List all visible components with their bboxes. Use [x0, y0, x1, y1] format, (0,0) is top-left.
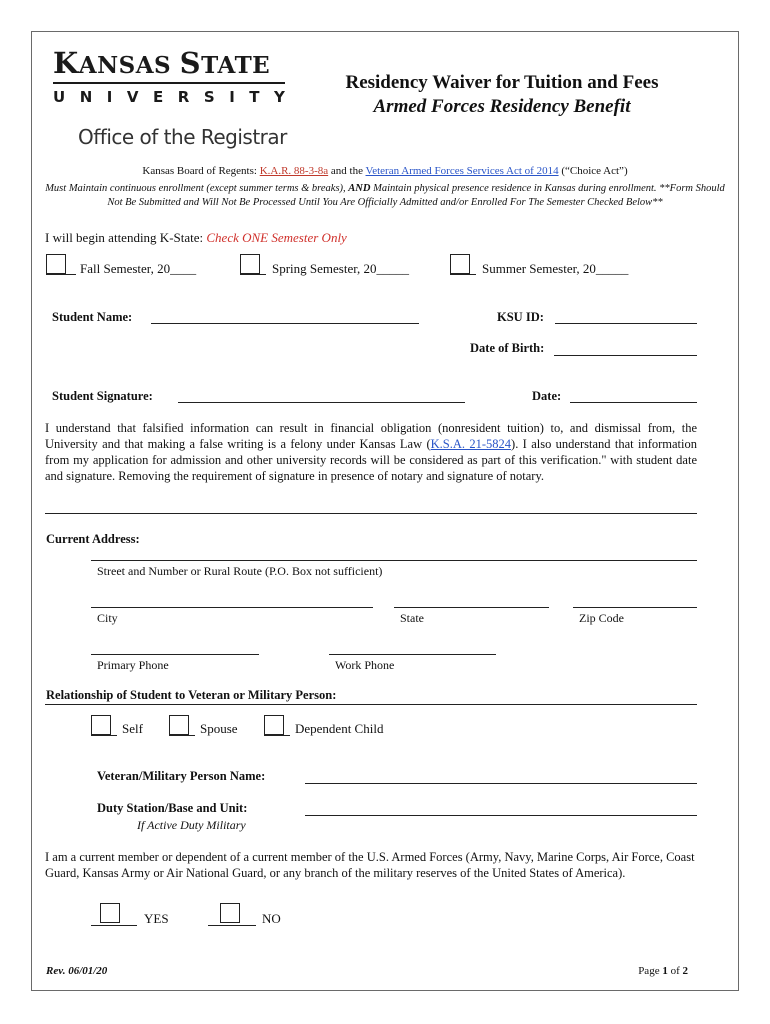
- section-divider: [45, 704, 697, 705]
- city-label: City: [97, 611, 118, 625]
- checkbox-underline: [208, 925, 256, 926]
- no-checkbox[interactable]: [220, 903, 240, 923]
- primary-phone-field[interactable]: [91, 654, 259, 655]
- student-signature-field[interactable]: [178, 402, 465, 403]
- relationship-heading: Relationship of Student to Veteran or Military Person:: [46, 688, 337, 702]
- page-number: Page 1 of 2: [638, 965, 688, 977]
- primary-phone-label: Primary Phone: [97, 658, 169, 672]
- self-checkbox[interactable]: [91, 715, 111, 735]
- ksu-id-field[interactable]: [555, 323, 697, 324]
- spring-semester-checkbox[interactable]: [240, 254, 260, 274]
- student-signature-label: Student Signature:: [52, 389, 153, 403]
- form-title: Residency Waiver for Tuition and Fees: [345, 72, 659, 93]
- veteran-name-label: Veteran/Military Person Name:: [97, 769, 266, 783]
- state-label: State: [400, 611, 424, 625]
- revision-date: Rev. 06/01/20: [46, 965, 108, 977]
- regents-reference: Kansas Board of Regents: K.A.R. 88-3-8a and the Veteran Armed Forces Services Act of 2014 (“Choice Act”): [142, 165, 628, 177]
- office-name: Office of the Registrar: [78, 125, 287, 149]
- kar-link[interactable]: K.A.R. 88-3-8a: [259, 165, 329, 177]
- summer-semester-label: Summer Semester, 20_____: [482, 261, 629, 276]
- state-field[interactable]: [394, 607, 549, 608]
- checkbox-underline: [91, 925, 137, 926]
- checkbox-underline: [169, 735, 195, 736]
- zip-field[interactable]: [573, 607, 697, 608]
- ksa-link[interactable]: K.S.A. 21-5824: [430, 437, 512, 451]
- ksu-id-label: KSU ID:: [497, 310, 544, 324]
- fall-semester-label: Fall Semester, 20____: [80, 261, 197, 276]
- fall-semester-checkbox[interactable]: [46, 254, 66, 274]
- university-logo: KANSAS STATE: [53, 46, 271, 80]
- spouse-label: Spouse: [200, 721, 238, 736]
- date-label: Date:: [532, 389, 562, 403]
- duty-station-note: If Active Duty Military: [137, 818, 246, 832]
- duty-station-label: Duty Station/Base and Unit:: [97, 801, 248, 815]
- no-label: NO: [262, 911, 281, 926]
- dob-field[interactable]: [554, 355, 697, 356]
- dependent-child-label: Dependent Child: [295, 721, 384, 736]
- semester-prompt: I will begin attending K-State: Check ONE Semester Only: [45, 230, 347, 245]
- spring-semester-label: Spring Semester, 20_____: [272, 261, 410, 276]
- student-name-field[interactable]: [151, 323, 419, 324]
- membership-question: I am a current member or dependent of a current member of the U.S. Armed Forces (Army, Navy, Marine Corps, Air Force, Coast Guard, Kansas Army or Air National Guard, or any branch of the military reserves of the United States of America).: [45, 850, 695, 880]
- spouse-checkbox[interactable]: [169, 715, 189, 735]
- date-field[interactable]: [570, 402, 697, 403]
- zip-label: Zip Code: [579, 611, 624, 625]
- checkbox-underline: [450, 274, 476, 275]
- dob-label: Date of Birth:: [470, 341, 545, 355]
- falsification-statement: I understand that falsified information can result in financial obligation (nonresident tuition) to, and dismissal from, the University and that making a false writing is a felony under Kansas Law (K.S.A. 21-5824). I also understand that information from my application for admission and other university records will be considered as part of this verification." with student date and signature. Removing the requirement of signature in presence of notary and signature of notary.: [45, 421, 697, 483]
- duty-station-field[interactable]: [305, 815, 697, 816]
- summer-semester-checkbox[interactable]: [450, 254, 470, 274]
- logo-university-word: U N I V E R S I T Y: [53, 88, 285, 106]
- choice-act-link[interactable]: Veteran Armed Forces Services Act of 2014: [365, 165, 559, 177]
- checkbox-underline: [240, 274, 266, 275]
- semester-instruction: Check ONE Semester Only: [206, 230, 347, 245]
- work-phone-field[interactable]: [329, 654, 496, 655]
- student-name-label: Student Name:: [52, 310, 133, 324]
- enrollment-notice: Must Maintain continuous enrollment (except summer terms & breaks), AND Maintain physical presence residence in Kansas during enrollment. **Form Should Not Be Submitted and Will Not Be Processed Until You Are Officially Admitted and/or Enrolled For The Semester Checked Below**: [45, 183, 725, 208]
- street-field[interactable]: [91, 560, 697, 561]
- current-address-heading: Current Address:: [46, 532, 140, 546]
- street-label: Street and Number or Rural Route (P.O. Box not sufficient): [97, 564, 383, 578]
- form-subtitle: Armed Forces Residency Benefit: [373, 96, 631, 117]
- checkbox-underline: [91, 735, 117, 736]
- city-field[interactable]: [91, 607, 373, 608]
- logo-divider: [53, 82, 285, 84]
- veteran-name-field[interactable]: [305, 783, 697, 784]
- work-phone-label: Work Phone: [335, 658, 395, 672]
- section-divider: [45, 513, 697, 514]
- dependent-child-checkbox[interactable]: [264, 715, 284, 735]
- self-label: Self: [122, 721, 143, 736]
- yes-label: YES: [144, 911, 169, 926]
- checkbox-underline: [264, 735, 290, 736]
- checkbox-underline: [46, 274, 76, 275]
- yes-checkbox[interactable]: [100, 903, 120, 923]
